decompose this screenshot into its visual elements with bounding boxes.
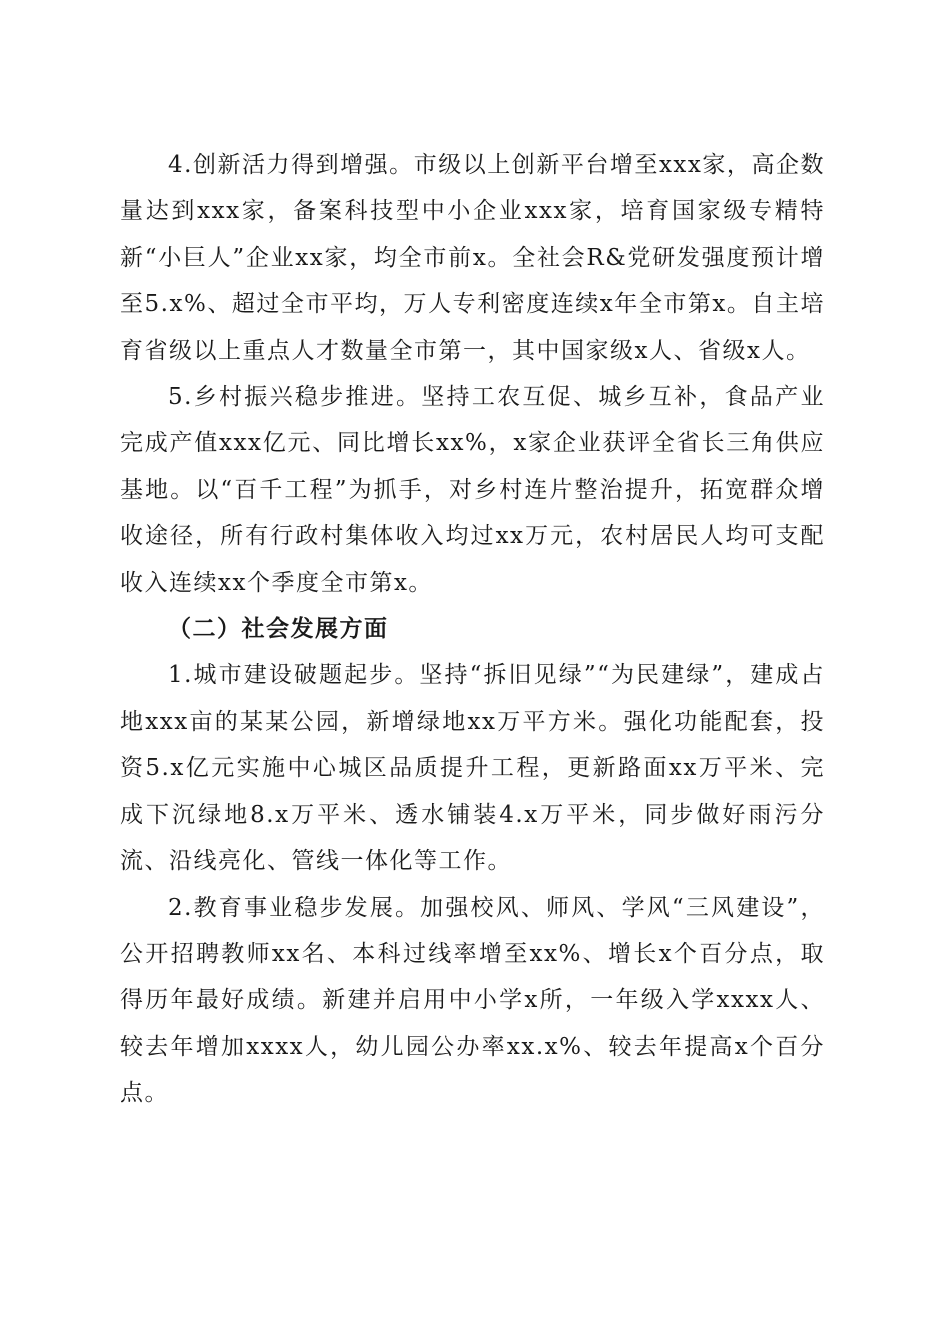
paragraph-innovation: 4.创新活力得到增强。市级以上创新平台增至xxx家，高企数量达到xxx家，备案科技型中小企业xxx家，培育国家级专精特新“小巨人”企业xx家，均全市前x。全社会R&党研发强度预计增至5.x%、超过全市平均，万人专利密度连续x年全市第x。自主培育省级以上重点人才数量全市第一，其中国家级x人、省级x人。 (120, 152, 825, 364)
paragraph-education: 2.教育事业稳步发展。加强校风、师风、学风“三风建设”，公开招聘教师xx名、本科过线率增至xx%、增长x个百分点，取得历年最好成绩。新建并启用中小学x所，一年级入学xxxx人、较去年增加xxxx人，幼儿园公办率xx.x%、较去年提高x个百分点。 (120, 894, 825, 1107)
section-heading: （二）社会发展方面 (168, 615, 389, 643)
paragraph-urban-construction: 1.城市建设破题起步。坚持“拆旧见绿”“为民建绿”，建成占地xxx亩的某某公园，新增绿地xx万平方米。强化功能配套，投资5.x亿元实施中心城区品质提升工程，更新路面xx万平米、完成下沉绿地8.x万平米、透水铺装4.x万平米，同步做好雨污分流、沿线亮化、管线一体化等工作。 (120, 662, 825, 875)
paragraph-rural-revitalization: 5.乡村振兴稳步推进。坚持工农互促、城乡互补，食品产业完成产值xxx亿元、同比增长xx%，x家企业获评全省长三角供应基地。以“百千工程”为抓手，对乡村连片整治提升，拓宽群众增收途径，所有行政村集体收入均过xx万元，农村居民人均可支配收入连续xx个季度全市第x。 (120, 384, 825, 596)
document-page (120, 142, 825, 1117)
